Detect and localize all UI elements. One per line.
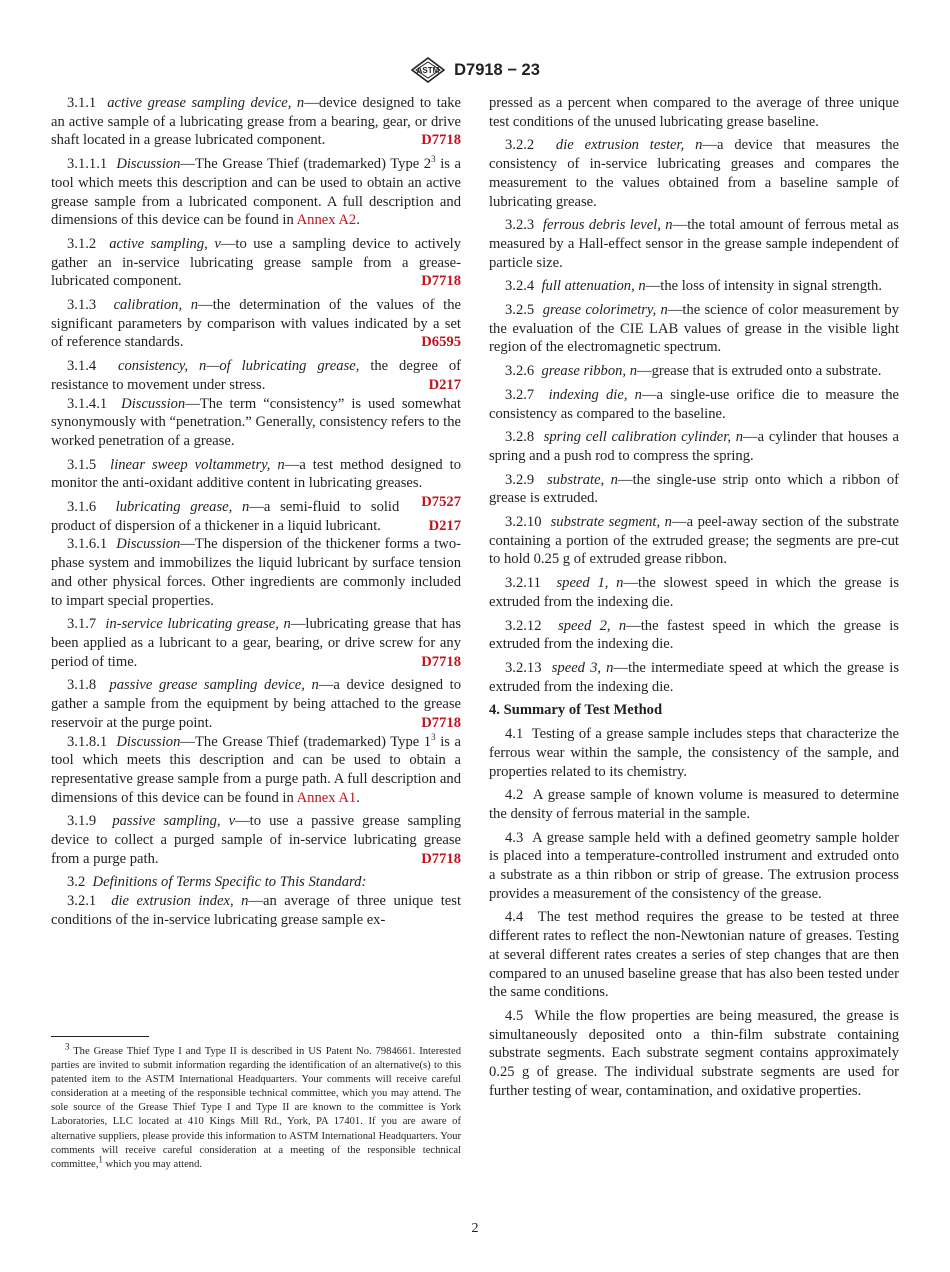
standard-ref-link[interactable]: D217: [428, 517, 461, 534]
definition-3-2-7: 3.2.7 indexing die, n—a single-use orifice die to measure the consistency as compared to the baseline.: [489, 386, 899, 422]
definition-3-2-10: 3.2.10 substrate segment, n—a peel-away section of the substrate containing a portion of the extruded grease; the segments are pre-cut to hold 0.25 g of extruded grease ribbon.: [489, 514, 899, 568]
definition-3-2-13: 3.2.13 speed 3, n—the intermediate speed at which the grease is extruded from the indexing die.: [489, 659, 899, 695]
document-designation: D7918 − 23: [454, 60, 540, 79]
discussion-3-1-4-1: 3.1.4.1 Discussion—The term “consistency” is used somewhat synonymously with “penetration.” Generally, consistency refers to the worked penetration of a grease.: [51, 395, 462, 449]
page-header: [0, 57, 950, 83]
footnote-reference[interactable]: 1: [98, 1154, 103, 1165]
discussion-3-1-8-1: 3.1.8.1 Discussion—The Grease Thief (trademarked) Type $1^3$ is a tool which meets this description and can be used to obtain a representative grease sample from a purge path. A full description and dimensions of this device can be found in Annex A1.: [51, 731, 461, 806]
definition-3-2-4: 3.2.4 full attenuation, n—the loss of intensity in signal strength.: [505, 278, 882, 295]
right-column: [489, 94, 899, 1105]
left-column: [51, 94, 461, 935]
standard-ref-link[interactable]: D7718: [421, 714, 461, 731]
definition-3-2-2: 3.2.2 die extrusion tester, n—a device that measures the consistency of in-service lubricating greases and compares the measurement to the values obtained from a baseline sample of lubricating grease.: [489, 137, 900, 210]
definition-3-2-11: 3.2.11 speed 1, n—the slowest speed in which the grease is extruded from the indexing die.: [489, 575, 899, 610]
definition-3-1-8: 3.1.8 passive grease sampling device, n—a device designed to gather a sample from the equipment by being attached to the grease reservoir at the purge point. D7718: [51, 677, 461, 731]
footnote-divider: [51, 1036, 149, 1037]
paragraph-4-5: 4.5 While the flow properties are being measured, the grease is simultaneously deposited onto a thin-film substrate containing substrate segments. Each substrate segment contains approximately 0.25 g of grease. The individual substrate segments are used for further testing of wear, contamination, and oxidative properties.: [489, 1007, 899, 1099]
standard-ref-link[interactable]: D7718: [421, 850, 461, 867]
footnote-3: $^3$ The Grease Thief Type I and Type II is described in US Patent No. 7984661. Interested parties are invited to submit information regarding the identification of an alternative(s) to this patented item to the ASTM International Headquarters. Your comments will receive careful consideration at a meeting of the responsible technical committee, which you may attend. The sole source of the Grease Thief Type I and Type II are known to the committee is York Laboratories, LLC located at 410 Kings Mill Rd., York, PA 17401. If you are aware of alternative suppliers, please provide this information to ASTM International Headquarters. Your comments will receive careful consideration at a meeting of the responsible technical committee,$^1$ which you may attend.: [51, 1041, 461, 1170]
paragraph-4-1: 4.1 Testing of a grease sample includes steps that characterize the ferrous wear within the sample, the consistency of the sample, and properties related to its chemistry.: [489, 726, 899, 780]
annex-a1-link[interactable]: Annex A1: [296, 789, 357, 806]
definition-3-1-3: 3.1.3 calibration, n—the determination of the values of the significant parameters by comparison with values indicated by a set of reference standards. D6595: [51, 297, 461, 351]
definition-3-1-5: 3.1.5 linear sweep voltammetry, n—a test method designed to monitor the anti-oxidant additive content in lubricating greases. D7527: [51, 456, 461, 511]
paragraph-4-4: 4.4 The test method requires the grease to be tested at three different rates to reflect the non-Newtonian nature of greases. Testing at several different rates creates a series of step changes that are then compared to an unused baseline grease that has also been tested under the same conditions.: [489, 909, 899, 1001]
definition-3-2-3: 3.2.3 ferrous debris level, n—the total amount of ferrous metal as measured by a Hall-effect sensor in the grease sample independent of particle size.: [489, 217, 899, 271]
definition-3-2-9: 3.2.9 substrate, n—the single-use strip onto which a ribbon of grease is extruded.: [489, 471, 899, 507]
paragraph-4-2: 4.2 A grease sample of known volume is measured to determine the density of ferrous material in the sample.: [489, 787, 899, 822]
discussion-3-1-6-1: 3.1.6.1 Discussion—The dispersion of the thickener forms a two-phase system and immobilizes the liquid lubricant by surface tension and other physical forces. Other ingredients are commonly included to impart special properties.: [51, 536, 461, 609]
definition-3-1-4: 3.1.4 consistency, n—of lubricating grease, the degree of resistance to movement under stress. D217: [51, 358, 462, 393]
footnote-number: 3: [65, 1041, 70, 1052]
definition-3-2-1-continued: pressed as a percent when compared to the average of three unique test conditions of the unused lubricating grease baseline.: [489, 95, 899, 130]
definition-3-1-2: 3.1.2 active sampling, v—to use a sampling device to actively gather an in-service lubricating grease sample from a grease-lubricated component. D7718: [51, 235, 461, 290]
definition-3-1-7: 3.1.7 in-service lubricating grease, n—lubricating grease that has been applied as a lubricant to a gear, bearing, or drive screw for any period of time. D7718: [51, 616, 461, 670]
paragraph-4-3: 4.3 A grease sample held with a defined geometry sample holder is placed into a temperature-controlled instrument and extruded onto a substrate as a thin ribbon or strip of grease. The extrusion process provides a measurement of the consistency of the grease.: [489, 829, 900, 902]
definition-3-1-9: 3.1.9 passive sampling, v—to use a passive grease sampling device to collect a purged sample of in-service lubricating grease from a purge path. D7718: [51, 813, 462, 867]
definition-3-2-6: 3.2.6 grease ribbon, n—grease that is extruded onto a substrate.: [505, 363, 882, 380]
definition-3-1-1: 3.1.1 active grease sampling device, n—device designed to take an active sample of a lubricating grease from a bearing, gear, or drive shaft located in a grease lubricated component. D7718: [51, 95, 461, 149]
definition-3-2-8: 3.2.8 spring cell calibration cylinder, n—a cylinder that houses a spring and a push rod to compress the spring.: [489, 429, 900, 464]
standard-ref-link[interactable]: D7718: [421, 132, 461, 149]
standard-ref-link[interactable]: D217: [428, 376, 461, 393]
definition-3-2-5: 3.2.5 grease colorimetry, n—the science of color measurement by the evaluation of the CIE LAB values of grease in the visible light region of the electromagnetic spectrum.: [489, 302, 899, 356]
subsection-3-2-title: 3.2 Definitions of Terms Specific to This Standard:: [67, 874, 367, 891]
footnote-marker[interactable]: 3: [431, 731, 436, 742]
definition-3-1-6: 3.1.6 lubricating grease, n—a semi-fluid to solid product of dispersion of a thickener in a liquid lubricant. D217: [51, 499, 461, 534]
section-4-heading: 4. Summary of Test Method: [489, 702, 663, 719]
annex-a2-link[interactable]: Annex A2: [296, 212, 357, 229]
page-number: 2: [471, 1221, 479, 1236]
definition-3-2-12: 3.2.12 speed 2, n—the fastest speed in which the grease is extruded from the indexing die.: [489, 617, 899, 653]
astm-logo-icon: [410, 57, 446, 83]
svg-text:ASTM: ASTM: [416, 66, 440, 75]
standard-ref-link[interactable]: D7718: [421, 653, 461, 670]
standard-ref-link[interactable]: D7527: [421, 494, 461, 511]
standard-ref-link[interactable]: D7718: [421, 273, 461, 290]
standard-ref-link[interactable]: D6595: [421, 334, 461, 351]
footnote-marker[interactable]: 3: [431, 154, 436, 165]
discussion-3-1-1-1: 3.1.1.1 Discussion—The Grease Thief (trademarked) Type $2^3$ is a tool which meets this description and can be used to obtain an active grease sample from a lubricated component. A full description and dimensions of this device can be found in Annex A2.: [51, 154, 461, 229]
definition-3-2-1: 3.2.1 die extrusion index, n—an average of three unique test conditions of the in-service lubricating grease sample ex-: [51, 893, 461, 928]
